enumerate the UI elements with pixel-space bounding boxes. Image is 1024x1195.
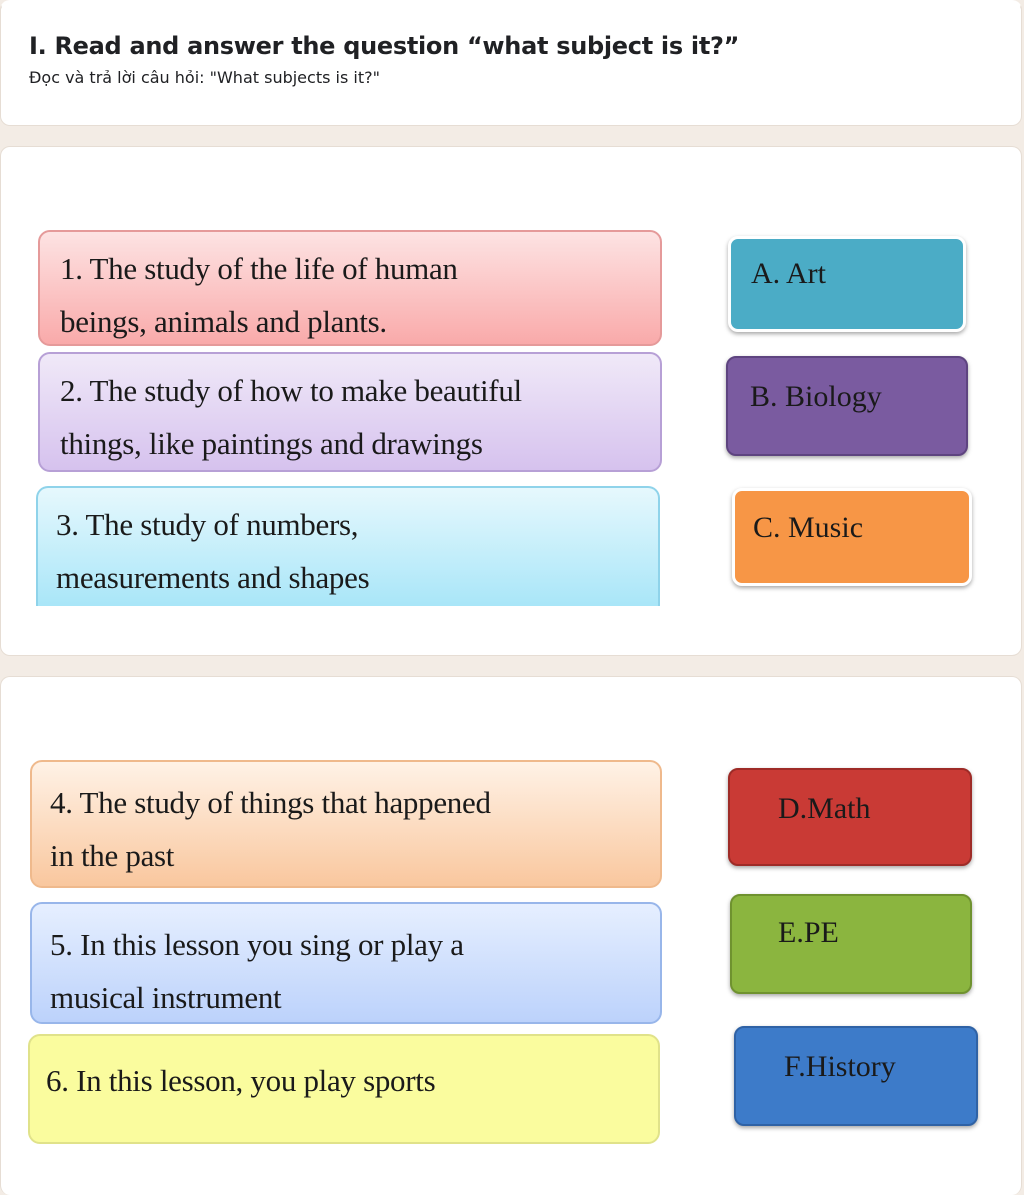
option-b-biology <box>726 356 968 456</box>
statement-2-text: 2. The study of how to make beautiful things, like paintings and drawings <box>60 373 522 461</box>
option-a-art <box>728 236 966 332</box>
statement-4-text: 4. The study of things that happened in the past <box>50 785 491 873</box>
option-d-label: D.Math <box>778 792 871 825</box>
option-c-label: C. Music <box>753 511 864 544</box>
question-header-card <box>0 0 1022 126</box>
option-d-math <box>728 768 972 866</box>
statement-6 <box>28 1034 660 1144</box>
statement-1 <box>38 230 662 346</box>
option-e-label: E.PE <box>778 916 839 949</box>
option-f-history <box>734 1026 978 1126</box>
statement-2 <box>38 352 662 472</box>
option-a-label: A. Art <box>751 257 826 290</box>
statement-3 <box>36 486 660 606</box>
statement-1-text: 1. The study of the life of human beings, animals and plants. <box>60 251 458 339</box>
question-title: I. Read and answer the question “what subject is it?” <box>29 32 740 60</box>
option-e-pe <box>730 894 972 994</box>
statement-5-text: 5. In this lesson you sing or play a musical instrument <box>50 927 464 1015</box>
option-f-label: F.History <box>784 1050 896 1083</box>
statement-3-text: 3. The study of numbers, measurements and shapes <box>56 507 370 595</box>
option-c-music <box>732 488 972 586</box>
statement-4 <box>30 760 662 888</box>
statement-6-text: 6. In this lesson, you play sports <box>46 1063 436 1098</box>
statement-5 <box>30 902 662 1024</box>
option-b-label: B. Biology <box>750 380 882 413</box>
question-subtitle: Đọc và trả lời câu hỏi: "What subjects is it?" <box>29 68 380 87</box>
